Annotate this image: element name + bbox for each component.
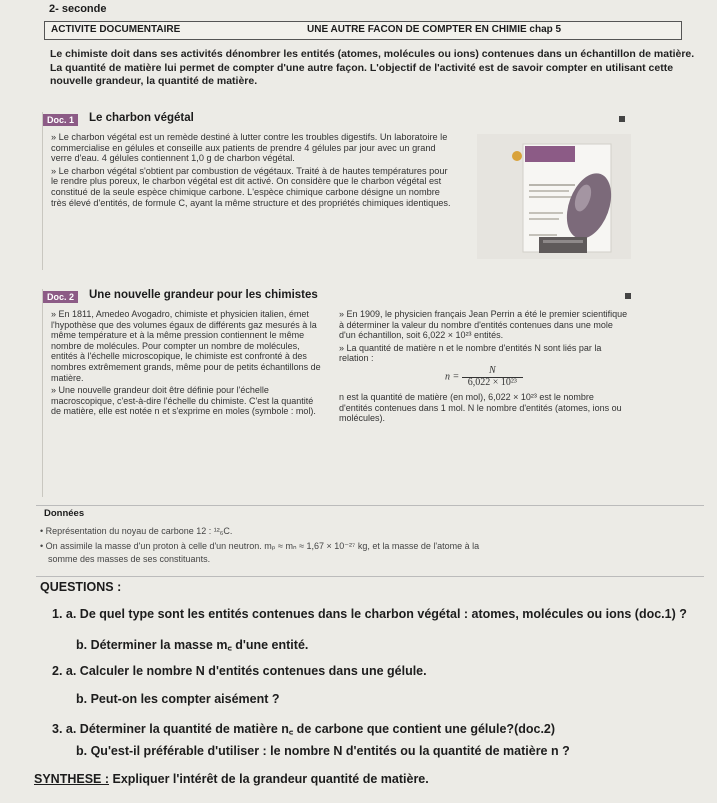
donnees-title: Données — [44, 508, 85, 519]
formula-denominator: 6,022 × 10²³ — [467, 376, 517, 388]
header-bar — [44, 21, 682, 40]
doc2-perrin-paragraph: » En 1909, le physicien français Jean Perrin a été le premier scientifique à déterminer la valeur du nombre d'entités contenues dans une mole d'un échantillon, soit 6,022 × 10²³ entités. — [339, 309, 628, 341]
doc1-paragraph-1: » Le charbon végétal est un remède destiné à lutter contre les troubles digestifs. Un laboratoire le commercialise en gélules et conseille aux patients de prendre 4 gélules par jour avec un grand verre d'eau. 4 gélules contiennent 1,0 g de charbon végétal. — [51, 132, 448, 164]
doc1-marker — [619, 116, 625, 122]
question-3b: b. Qu'est-il préférable d'utiliser : le nombre N d'entités ou la quantité de matière n ? — [76, 744, 570, 758]
doc1-section — [42, 112, 625, 270]
formula-fraction — [462, 366, 523, 388]
doc2-section — [42, 289, 631, 497]
synthese-label: SYNTHESE : — [34, 772, 110, 786]
doc2-title: Une nouvelle grandeur pour les chimistes — [89, 289, 318, 301]
synthese-text: Expliquer l'intérêt de la grandeur quantité de matière. — [109, 772, 429, 786]
doc2-marker — [625, 293, 631, 299]
doc1-header — [43, 112, 625, 128]
doc2-mole-paragraph: » Une nouvelle grandeur doit être définie pour l'échelle macroscopique, c'est-à-dire l'échelle du chimiste. C'est la quantité de matière, elle est notée n et s'exprime en moles (symbole : mol). — [51, 385, 316, 417]
synthese — [34, 772, 429, 786]
doc1-tag: Doc. 1 — [43, 114, 78, 126]
doc2-right-column — [339, 309, 629, 426]
question-2b: b. Peut-on les compter aisément ? — [76, 692, 280, 706]
donnees-line-2: • On assimile la masse d'un proton à celle d'un neutron. mₚ ≈ mₙ ≈ 1,67 × 10⁻²⁷ kg, et la masse de l'atome à la — [40, 541, 480, 551]
doc2-left-column — [51, 309, 323, 419]
doc2-definitions: n est la quantité de matière (en mol), 6,022 × 10²³ est le nombre d'entités contenues dans 1 mol. N le nombre d'entités (atomes, ions ou molécules). — [339, 392, 622, 424]
page-title: UNE AUTRE FACON DE COMPTER EN CHIMIE chap 5 — [307, 24, 562, 35]
charcoal-product-photo — [477, 134, 631, 259]
intro-paragraph: Le chimiste doit dans ses activités dénombrer les entités (atomes, molécules ou ions) contenues dans un échantillon de matière. La quantité de matière lui permet de compter d'une autre façon. L'objectif de l'activité est de savoir compter en utilisant cette nouvelle grandeur, la quantité de matière. — [50, 48, 695, 88]
donnees-line-1: • Représentation du noyau de carbone 12 : ¹²₆C. — [40, 526, 233, 536]
question-1a: 1. a. De quel type sont les entités contenues dans le charbon végétal : atomes, molécules ou ions (doc.1) ? — [52, 607, 687, 621]
question-2a: 2. a. Calculer le nombre N d'entités contenues dans une gélule. — [52, 664, 427, 678]
doc2-tag: Doc. 2 — [43, 291, 78, 303]
class-label: 2- seconde — [49, 3, 107, 15]
activity-label: ACTIVITE DOCUMENTAIRE — [51, 24, 181, 35]
question-3a: 3. a. Déterminer la quantité de matière n꜀ de carbone que contient une gélule?(doc.2) — [52, 722, 556, 736]
mole-formula — [339, 366, 629, 388]
formula-numerator: N — [462, 366, 523, 378]
doc2-avogadro-paragraph: » En 1811, Amedeo Avogadro, chimiste et physicien italien, émet l'hypothèse que des volumes égaux de différents gaz mesurés à la même température et à la même pression contiennent le même nombre de molécules. Pour compter un nombre de molécules, entités à l'échelle microscopique, le chimiste est confronté à des nombres extrêmement grands, même pour de petits échantillons de matière. — [51, 309, 321, 383]
doc1-title: Le charbon végétal — [89, 112, 194, 124]
doc2-header — [43, 289, 631, 305]
donnees-box — [36, 505, 704, 577]
formula-n: n = — [445, 371, 460, 383]
question-1b: b. Déterminer la masse m꜀ d'une entité. — [76, 638, 309, 652]
donnees-line-3: somme des masses de ses constituants. — [48, 554, 211, 564]
questions-title: QUESTIONS : — [40, 580, 122, 594]
doc1-text — [51, 132, 451, 210]
doc1-paragraph-2: » Le charbon végétal s'obtient par combustion de végétaux. Traité à de hautes températures pour le rendre plus poreux, le charbon végétal est dit activé. On considère que le charbon végétal est constitué de la seule espèce chimique carbone. L'espèce chimique carbone désigne un nombre très élevé d'entités, de formule C, ayant la même structure et des propriétés chimiques identiques. — [51, 165, 451, 208]
doc2-relation-intro: » La quantité de matière n et le nombre d'entités N sont liés par la relation : — [339, 342, 602, 364]
